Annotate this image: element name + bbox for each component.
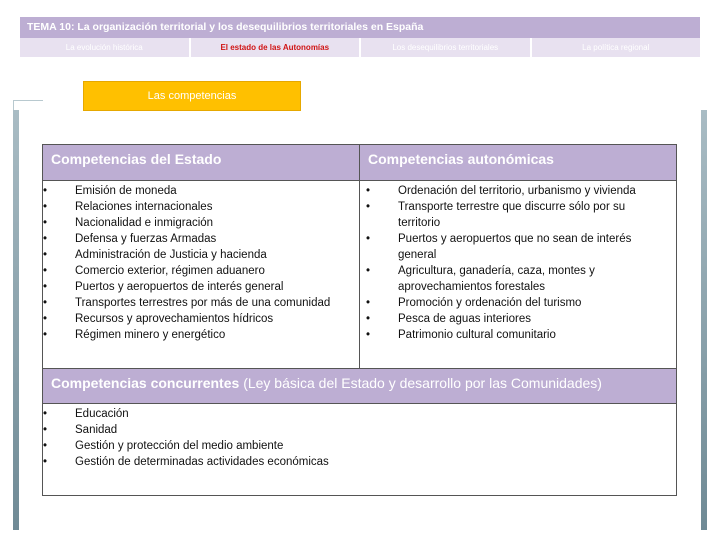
row-divider: [43, 403, 676, 404]
list-item: • Nacionalidad e inmigración: [43, 215, 355, 231]
list-item: • Pesca de aguas interiores: [366, 311, 666, 327]
tab-estado-autonomias[interactable]: El estado de las Autonomías: [191, 38, 360, 57]
list-item: • Sanidad: [43, 422, 663, 438]
autonomicas-header: Competencias autonómicas: [360, 145, 676, 180]
list-item: • Promoción y ordenación del turismo: [366, 295, 666, 311]
list-item: • Puertos y aeropuertos que no sean de interés general: [366, 231, 666, 263]
tab-desequilibrios[interactable]: Los desequilibrios territoriales: [361, 38, 530, 57]
list-item: • Ordenación del territorio, urbanismo y vivienda: [366, 183, 666, 199]
list-item: • Puertos y aeropuertos de interés general: [43, 279, 355, 295]
concurrentes-list: [43, 406, 663, 470]
left-decor-stripe: [13, 110, 19, 530]
competencias-table: [42, 144, 677, 496]
autonomicas-list: [366, 183, 666, 343]
topic-banner: TEMA 10: La organización territorial y los desequilibrios territoriales en España: [20, 17, 700, 38]
list-item: • Gestión de determinadas actividades económicas: [43, 454, 663, 470]
tab-politica-regional[interactable]: La política regional: [532, 38, 701, 57]
list-item: • Defensa y fuerzas Armadas: [43, 231, 355, 247]
list-item: • Patrimonio cultural comunitario: [366, 327, 666, 343]
list-item: • Administración de Justicia y hacienda: [43, 247, 355, 263]
concurrentes-title: Competencias concurrentes: [51, 375, 240, 391]
list-item: • Educación: [43, 406, 663, 422]
list-item: • Transporte terrestre que discurre sólo por su territorio: [366, 199, 666, 231]
list-item: • Recursos y aprovechamientos hídricos: [43, 311, 355, 327]
list-item: • Relaciones internacionales: [43, 199, 355, 215]
list-item: • Agricultura, ganadería, caza, montes y aprovechamientos forestales: [366, 263, 666, 295]
list-item: • Emisión de moneda: [43, 183, 355, 199]
topic-tabs: [20, 38, 700, 57]
concurrentes-subtitle: (Ley básica del Estado y desarrollo por las Comunidades): [243, 375, 602, 391]
competencias-button[interactable]: Las competencias: [83, 81, 301, 111]
column-divider: [359, 145, 360, 368]
list-item: • Comercio exterior, régimen aduanero: [43, 263, 355, 279]
frame-line-top: [13, 100, 43, 101]
right-decor-stripe: [701, 110, 707, 530]
concurrentes-header: [43, 369, 676, 403]
estado-list: [43, 183, 355, 343]
list-item: • Régimen minero y energético: [43, 327, 355, 343]
estado-header: Competencias del Estado: [43, 145, 360, 180]
tab-evolucion-historica[interactable]: La evolución histórica: [20, 38, 189, 57]
list-item: • Transportes terrestres por más de una comunidad: [43, 295, 355, 311]
list-item: • Gestión y protección del medio ambiente: [43, 438, 663, 454]
